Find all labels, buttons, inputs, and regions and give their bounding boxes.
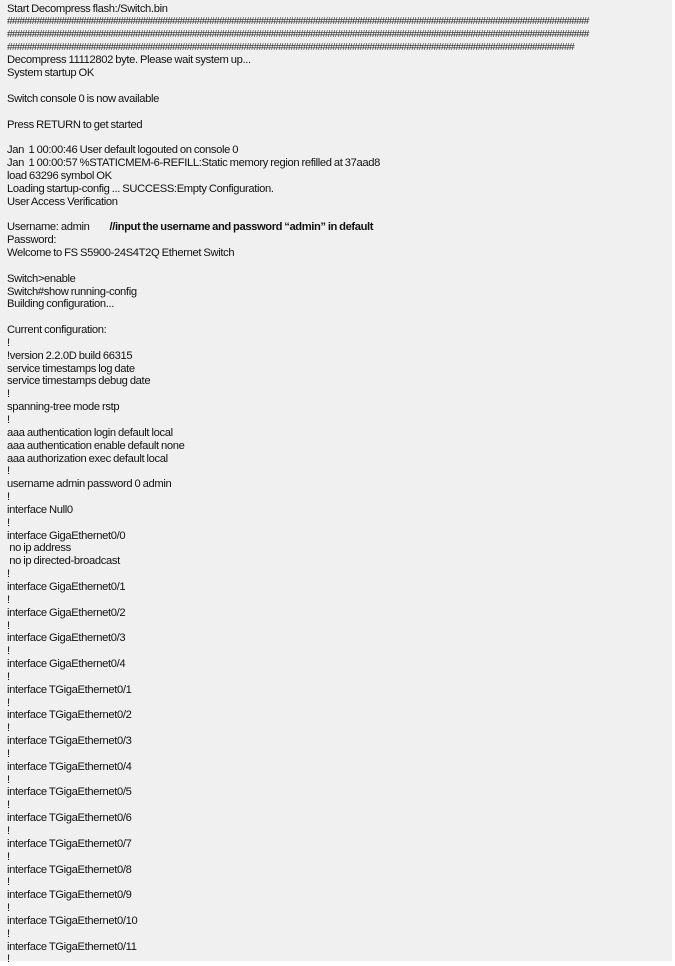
config-line: ! [7,876,10,889]
config-line: aaa authentication enable default none [7,439,185,452]
log-line: load 63296 symbol OK [7,169,112,182]
blank-line [7,131,672,144]
config-line: ! [7,414,10,426]
blank-line [7,311,672,324]
log-line: User Access Verification [7,195,118,208]
config-line: ! [7,953,10,966]
boot-start-line: Start Decompress flash:/Switch.bin [7,3,168,15]
blank-line [7,209,672,222]
config-line: ! [7,593,10,606]
progress-hash-line: ################################################################################################################### [7,41,574,53]
config-line: no ip directed-broadcast [7,555,120,568]
log-line: Jan 1 00:00:57 %STATICMEM-6-REFILL:Static memory region refilled at 37aad8 [7,157,381,170]
blank-line [7,106,672,119]
password-line: Password: [7,234,57,247]
config-line: interface TGigaEthernet0/7 [7,837,132,850]
config-line: interface GigaEthernet0/3 [7,632,126,645]
config-line: ! [7,902,10,915]
config-line: ! [7,388,10,401]
config-line: service timestamps debug date [7,375,151,388]
config-line: ! [7,336,10,349]
config-line: ! [7,645,10,658]
log-line: Jan 1 00:00:46 User default logouted on console 0 [7,144,239,157]
config-line: ! [7,747,10,760]
config-line: interface TGigaEthernet0/4 [7,760,132,773]
username-prompt: Username: admin [7,221,90,234]
config-line: interface GigaEthernet0/0 [7,529,126,542]
config-line: ! [7,773,10,786]
show-run-command-line: Switch#show running-config [7,285,137,298]
config-line: interface TGigaEthernet0/10 [7,914,138,927]
config-line: ! [7,516,10,529]
decompress-line: Decompress 11112802 byte. Please wait system up... [7,54,251,67]
config-line: service timestamps log date [7,362,135,375]
config-line: username admin password 0 admin [7,478,172,491]
config-line: ! [7,491,10,504]
config-line: ! [7,825,10,837]
progress-hash-line: ###################################################################################################################### [7,15,589,27]
config-line: interface TGigaEthernet0/5 [7,786,132,799]
config-line: interface TGigaEthernet0/2 [7,709,132,722]
config-line: ! [7,568,10,581]
config-line: ! [7,465,10,478]
config-line: ! [7,670,10,683]
config-line: interface TGigaEthernet0/1 [7,683,132,696]
config-line: ! [7,619,10,632]
username-line [7,221,672,234]
config-line: no ip address [7,542,71,555]
enable-command-line: Switch>enable [7,272,76,285]
config-line: ! [7,722,10,735]
config-line: interface GigaEthernet0/1 [7,580,126,593]
config-line: ! [7,850,10,863]
welcome-line: Welcome to FS S5900-24S4T2Q Ethernet Switch [7,247,235,260]
console-available-line: Switch console 0 is now available [7,92,159,105]
config-line: spanning-tree mode rstp [7,401,120,414]
press-return-line: Press RETURN to get started [7,118,143,131]
config-line: interface Null0 [7,503,73,516]
config-line: interface GigaEthernet0/4 [7,658,126,671]
config-line: interface TGigaEthernet0/3 [7,735,132,748]
config-lines [7,337,672,966]
config-line: interface TGigaEthernet0/8 [7,863,132,876]
config-line: interface GigaEthernet0/2 [7,606,126,619]
log-line: Loading startup-config ... SUCCESS:Empty Configuration. [7,182,274,195]
blank-line [7,80,672,93]
building-line: Building configuration... [7,298,115,311]
config-line: !version 2.2.0D build 66315 [7,349,133,362]
config-line: ! [7,927,10,940]
config-line: interface TGigaEthernet0/11 [7,940,137,953]
config-line: interface TGigaEthernet0/9 [7,889,132,902]
config-header: Current configuration: [7,324,107,337]
blank-line [7,260,672,273]
config-line: aaa authentication login default local [7,426,173,439]
config-line: ! [7,696,10,709]
config-line: aaa authorization exec default local [7,452,168,465]
config-line: interface TGigaEthernet0/6 [7,812,132,825]
progress-hash-line: ###################################################################################################################### [7,28,589,40]
login-comment: //input the username and password “admin” in default [109,221,374,234]
config-line: ! [7,799,10,812]
startup-ok-line: System startup OK [7,67,94,80]
